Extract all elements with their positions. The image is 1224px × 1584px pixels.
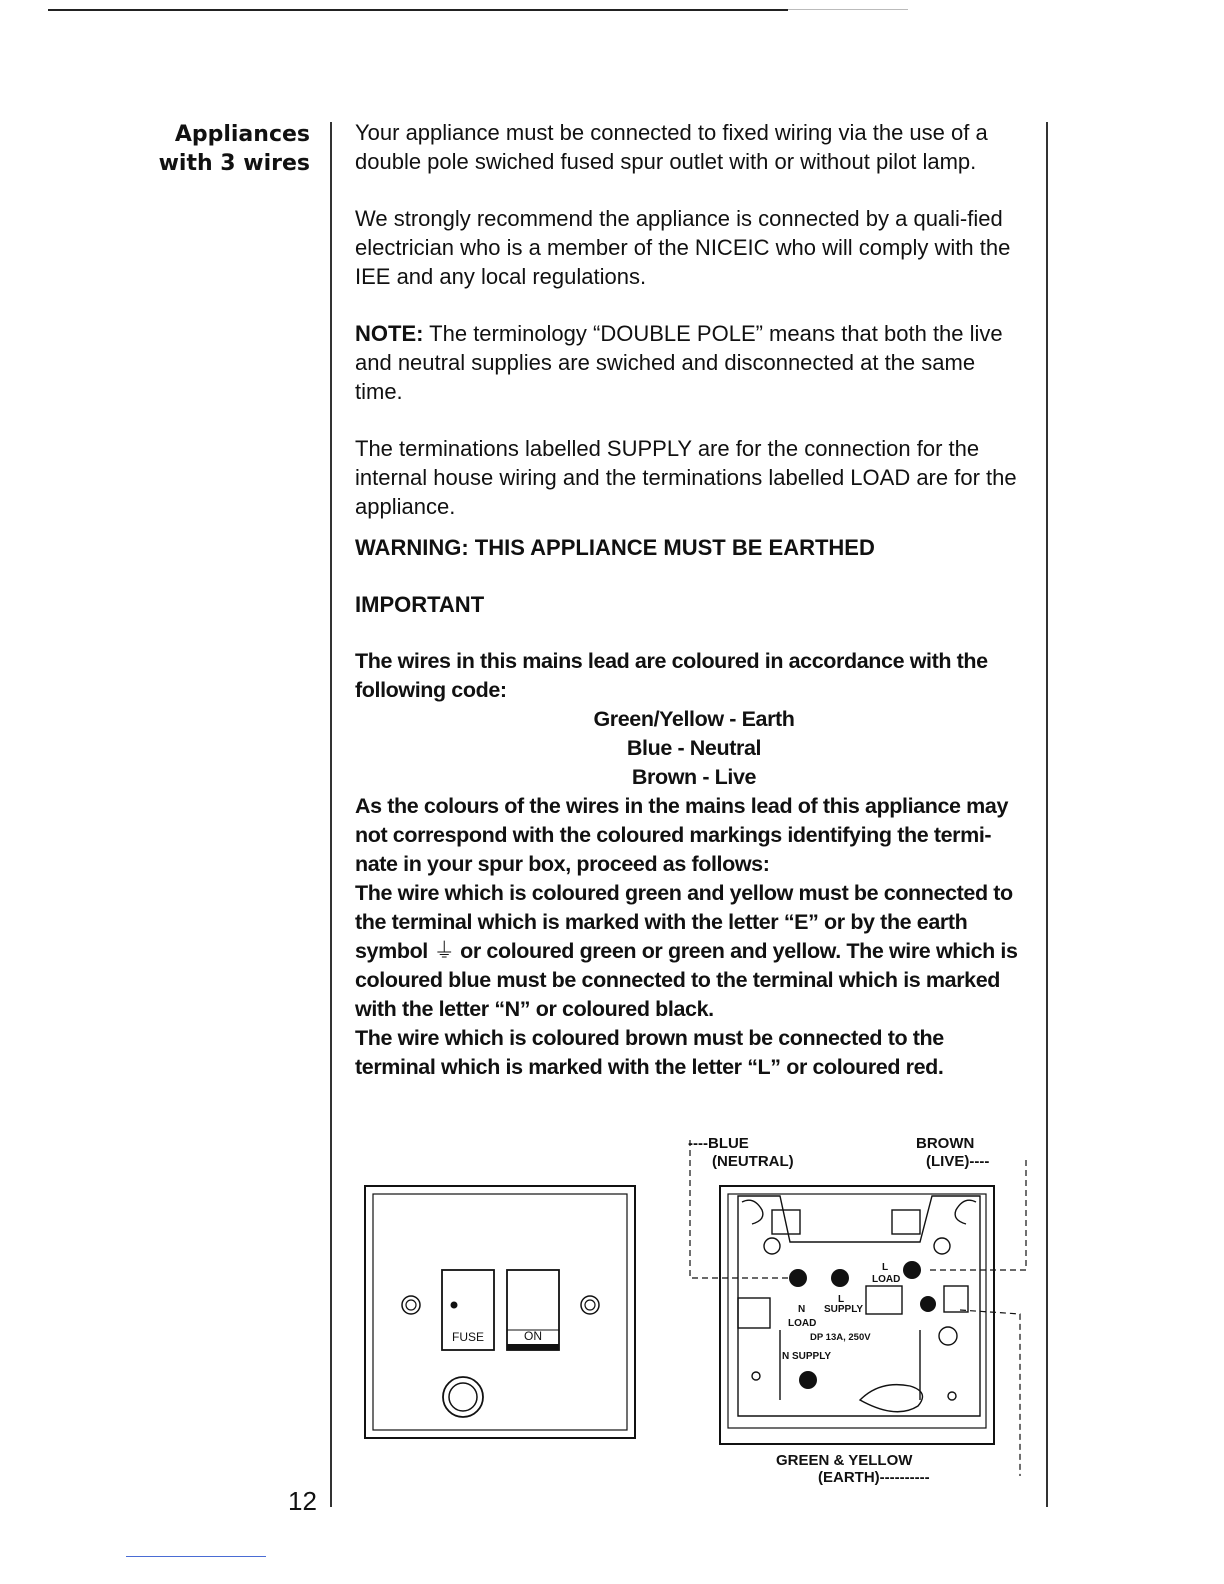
- n-supply-label: N SUPPLY: [782, 1351, 832, 1362]
- earth-wire-label-1: GREEN & YELLOW: [776, 1452, 913, 1469]
- fuse-label: FUSE: [451, 1330, 485, 1344]
- paragraph-electrician: We strongly recommend the appliance is connected by a quali-fied electrician who is a member of the NICEIC who will comply with the IEE and any local regulations.: [355, 206, 1011, 289]
- n-load-letter: N: [798, 1304, 806, 1315]
- cable-outlet-icon: [443, 1377, 483, 1417]
- l-load-label: LOAD: [872, 1274, 901, 1285]
- terminal-l-load-icon: [903, 1261, 921, 1279]
- faceplate-inner: [373, 1194, 627, 1430]
- n-load-label: LOAD: [788, 1318, 817, 1329]
- note-text: The terminology “DOUBLE POLE” means that both the live and neutral supplies are swiched and disconnected at the same time.: [355, 321, 1003, 404]
- warning-heading: WARNING: THIS APPLIANCE MUST BE EARTHED: [355, 535, 875, 560]
- spur-outlet-diagram: [363, 1184, 639, 1442]
- instruction-neutral-text: or coloured green or green and yellow. The wire which is coloured blue must be connected to the terminal which is marked with the letter “N” or coloured black.: [355, 939, 1018, 1021]
- top-rule: [48, 9, 788, 11]
- terminal-earth-icon: [920, 1296, 936, 1312]
- colour-code-intro: The wires in this mains lead are coloured in accordance with the following code:: [355, 649, 988, 702]
- switch-bar: [507, 1344, 559, 1350]
- section-heading: [159, 120, 310, 178]
- colour-code-live: Brown - Live: [631, 765, 757, 789]
- terminal-wiring-diagram: [680, 1130, 1030, 1490]
- blue-wire-label: ----BLUE: [688, 1135, 749, 1152]
- section-heading-line1: Appliances: [174, 122, 310, 147]
- l-supply-letter: L: [838, 1294, 845, 1305]
- terminal-n-supply-icon: [799, 1371, 817, 1389]
- terminal-l-supply-icon: [831, 1269, 849, 1287]
- switch-on-label: ON: [524, 1329, 542, 1343]
- screw-icon-left: [402, 1296, 420, 1314]
- earth-symbol-icon: ⏚: [433, 939, 455, 963]
- section-heading-line2: with 3 wires: [158, 151, 310, 176]
- page-number: 12: [288, 1486, 317, 1516]
- live-wire-label: (LIVE)----: [926, 1153, 990, 1170]
- colour-code-neutral: Blue - Neutral: [626, 736, 762, 760]
- neutral-wire-label: (NEUTRAL): [712, 1153, 794, 1170]
- colour-code-block: [355, 647, 1023, 1082]
- body-text: [355, 118, 1023, 1082]
- left-column-rule: [330, 122, 332, 1507]
- colour-code-list: [355, 705, 1023, 792]
- note-label: NOTE:: [355, 321, 424, 346]
- instruction-earth-neutral: [355, 879, 1023, 1024]
- top-rule-faint: [788, 9, 908, 10]
- brown-wire-label: BROWN: [916, 1135, 975, 1152]
- pilot-lamp-icon: [451, 1302, 458, 1309]
- l-load-letter: L: [882, 1262, 889, 1273]
- earth-wire-label-2: (EARTH)----------: [818, 1469, 930, 1486]
- paragraph-fixed-wiring: Your appliance must be connected to fixed wiring via the use of a double pole swiched fused spur outlet with or without pilot lamp.: [355, 120, 988, 174]
- terminal-n-load-icon: [789, 1269, 807, 1287]
- paragraph-terminations: The terminations labelled SUPPLY are for the connection for the internal house wiring and the terminations labelled LOAD are for the appliance.: [355, 436, 1017, 519]
- instruction-earth-text: The wire which is coloured green and yellow must be connected to the terminal which is marked with the letter “E” or by the earth symbol: [355, 881, 1013, 963]
- instruction-live: The wire which is coloured brown must be connected to the terminal which is marked with the letter “L” or coloured red.: [355, 1026, 944, 1079]
- l-supply-label: SUPPLY: [824, 1304, 864, 1315]
- bottom-rule: [126, 1556, 266, 1557]
- right-column-rule: [1046, 122, 1048, 1507]
- screw-icon-right: [581, 1296, 599, 1314]
- rating-label: DP 13A, 250V: [810, 1332, 871, 1343]
- paragraph-note: [355, 319, 1023, 406]
- box-outer: [720, 1186, 994, 1444]
- colour-code-earth: Green/Yellow - Earth: [593, 707, 795, 731]
- important-heading: IMPORTANT: [355, 592, 485, 617]
- instruction-intro: As the colours of the wires in the mains lead of this appliance may not correspond with the coloured markings identifying the termi-nate in your spur box, proceed as follows:: [355, 794, 1009, 876]
